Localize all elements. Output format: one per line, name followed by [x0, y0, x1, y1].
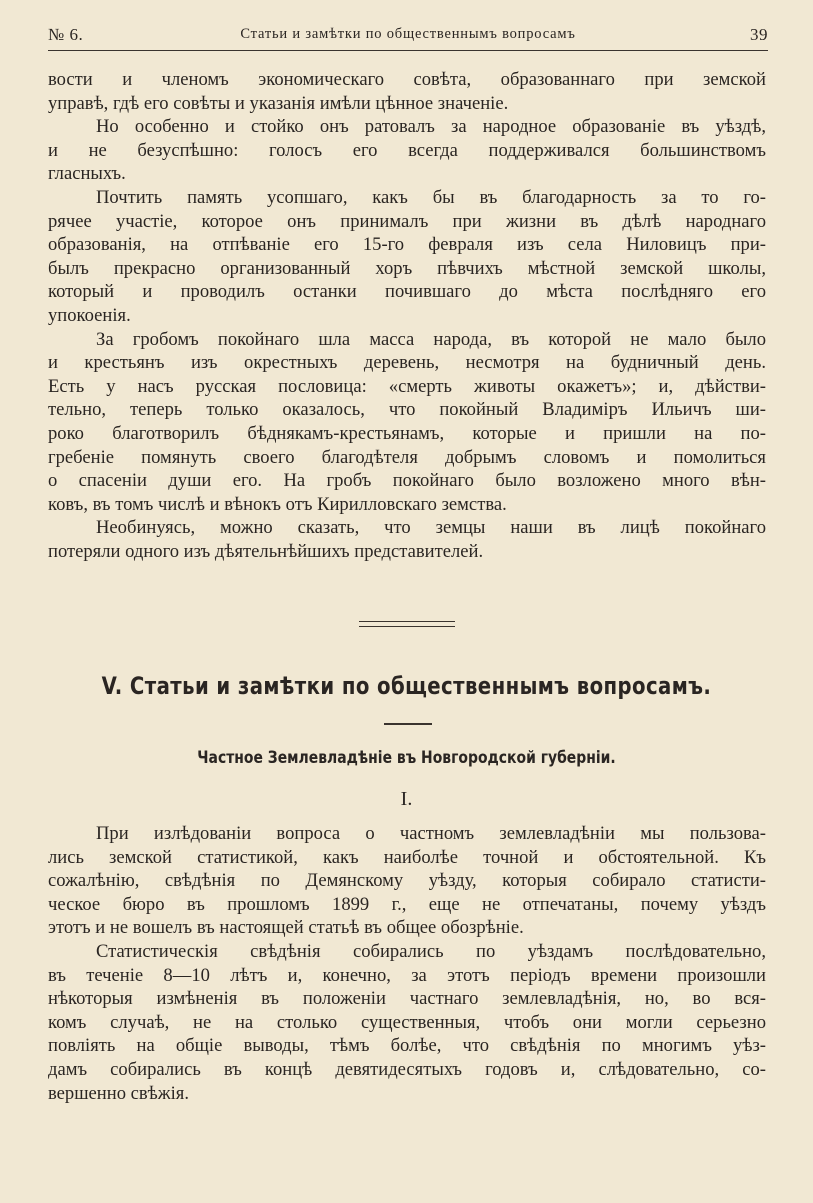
running-title: Статьи и замѣтки по общественнымъ вопросамъ [240, 26, 576, 42]
text-block-bottom [48, 822, 766, 1105]
text-block-top [48, 68, 766, 563]
text-line: Но особенно и стойко онъ ратовалъ за народное образованіе въ уѣздѣ, [96, 116, 766, 138]
text-line: потеряли одного изъ дѣятельнѣйшихъ представителей. [48, 540, 484, 562]
text-line: упокоенія. [48, 304, 131, 326]
text-line: нѣкоторыя измѣненія въ положеніи частнаго землевладѣнія, но, во вся- [48, 988, 766, 1010]
text-line: образованія, на отпѣваніе его 15-го февраля изъ села Ниловицъ при- [48, 234, 766, 256]
section-divider [359, 621, 455, 627]
text-line: и крестьянъ изъ окрестныхъ деревень, несмотря на будничный день. [48, 352, 766, 374]
text-line: комъ случаѣ, не на столько существенныя, чтобъ они могли серьезно [48, 1011, 766, 1033]
page-number: 39 [750, 25, 768, 44]
text-line: рячее участіе, которое онъ принималъ при жизни въ дѣлѣ народнаго [48, 210, 766, 232]
text-line: Почтить память усопшаго, какъ бы въ благодарность за то го- [96, 186, 766, 208]
text-line: вости и членомъ экономическаго совѣта, образованнаго при земской [48, 69, 766, 90]
issue-number: № 6. [48, 25, 84, 44]
article-title: Частное Землевладѣніе въ Новгородской губерніи. [197, 748, 616, 768]
text-line: этотъ и не вошелъ въ настоящей статьѣ въ общее обозрѣніе. [48, 917, 524, 939]
title-rule [384, 723, 432, 725]
text-line: При излѣдованіи вопроса о частномъ землевладѣніи мы пользова- [96, 823, 766, 844]
text-line: сожалѣнію, свѣдѣнія по Демянскому уѣзду, которыя собирало статисти- [48, 870, 766, 892]
text-line: лись земской статистикой, какъ наиболѣе точной и обстоятельной. Къ [48, 846, 766, 868]
text-line: ческое бюро въ прошломъ 1899 г., еще не отпечатаны, почему уѣздъ [48, 893, 766, 915]
text-line: Необинуясь, можно сказать, что земцы наши въ лицѣ покойнаго [96, 517, 766, 539]
text-line: и не безуспѣшно: голосъ его всегда поддерживался большинствомъ [48, 139, 766, 161]
text-line: гласныхъ. [48, 163, 126, 185]
text-line: дамъ собирались въ концѣ девятидесятыхъ годовъ и, слѣдовательно, со- [48, 1058, 766, 1080]
text-line: Есть у насъ русская пословица: «смерть животы окажетъ»; и, дѣйстви- [48, 375, 766, 397]
running-header [48, 22, 768, 51]
text-line: былъ прекрасно организованный хоръ пѣвчихъ мѣстной земской школы, [48, 257, 766, 279]
section-title: V. Статьи и замѣтки по общественнымъ вопросамъ. [101, 672, 712, 700]
text-line: который и проводилъ останки почившаго до мѣста послѣдняго его [48, 281, 766, 303]
text-line: вершенно свѣжія. [48, 1082, 189, 1104]
text-line: Статистическія свѣдѣнія собирались по уѣздамъ послѣдовательно, [96, 940, 766, 962]
text-line: ковъ, въ томъ числѣ и вѣнокъ отъ Кирилловскаго земства. [48, 493, 507, 515]
text-line: За гробомъ покойнаго шла масса народа, въ которой не мало было [96, 328, 766, 350]
article-part-number: I. [400, 788, 413, 810]
text-line: въ теченіе 8—10 лѣтъ и, конечно, за этотъ періодъ времени произошли [48, 964, 766, 986]
text-line: управѣ, гдѣ его совѣты и указанія имѣли цѣнное значеніе. [48, 92, 509, 114]
text-line: о спасеніи души его. На гробъ покойнаго было возложено много вѣн- [48, 470, 766, 492]
text-line: тельно, теперь только оказалось, что покойный Владиміръ Ильичъ ши- [48, 399, 766, 421]
text-line: гребеніе помянуть своего благодѣтеля добрымъ словомъ и помолиться [48, 446, 766, 468]
text-line: роко благотворилъ бѣднякамъ-крестьянамъ, которые и пришли на по- [48, 422, 766, 444]
text-line: повліять на общіе выводы, тѣмъ болѣе, что свѣдѣнія по многимъ уѣз- [48, 1035, 766, 1057]
